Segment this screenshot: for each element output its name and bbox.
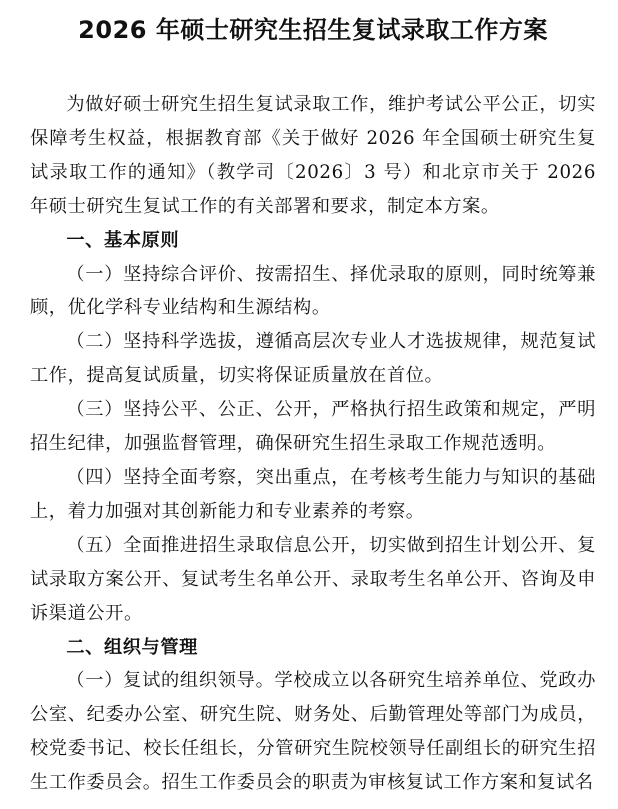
principle-paragraph-1: （一）坚持综合评价、按需招生、择优录取的原则，同时统筹兼顾，优化学科专业结构和生源结构。 [30,263,596,319]
principle-paragraph-5: （五）全面推进招生录取信息公开，切实做到招生计划公开、复试录取方案公开、复试考生名单公开、录取考生名单公开、咨询及申诉渠道公开。 [30,534,596,624]
section-heading-principles: 一、基本原则 [66,229,180,251]
document-body [30,88,596,800]
principle-paragraph-3: （三）坚持公平、公正、公开，严格执行招生政策和规定，严明招生纪律，加强监督管理，确保研究生招生录取工作规范透明。 [30,399,596,455]
section-heading-organization: 二、组织与管理 [66,636,198,658]
organization-paragraph-1: （一）复试的组织领导。学校成立以各研究生培养单位、党政办公室、纪委办公室、研究生院、财务处、后勤管理处等部门为成员，校党委书记、校长任组长，分管研究生院校领导任副组长的研究生招生工作委员会。招生工作委员会的职责为审核复试工作方案和复试名 [30,670,596,794]
document-title: 2026 年硕士研究生招生复试录取工作方案 [78,16,548,44]
intro-paragraph: 为做好硕士研究生招生复试录取工作，维护考试公平公正，切实保障考生权益，根据教育部《关于做好 2026 年全国硕士研究生复试录取工作的通知》（教学司〔2026〕3 号）和北京市关于 2026 年硕士研究生复试工作的有关部署和要求，制定本方案。 [30,94,596,217]
principle-paragraph-2: （二）坚持科学选拔，遵循高层次专业人才选拔规律，规范复试工作，提高复试质量，切实将保证质量放在首位。 [30,331,596,387]
principle-paragraph-4: （四）坚持全面考察，突出重点，在考核考生能力与知识的基础上，着力加强对其创新能力和专业素养的考察。 [30,466,596,522]
